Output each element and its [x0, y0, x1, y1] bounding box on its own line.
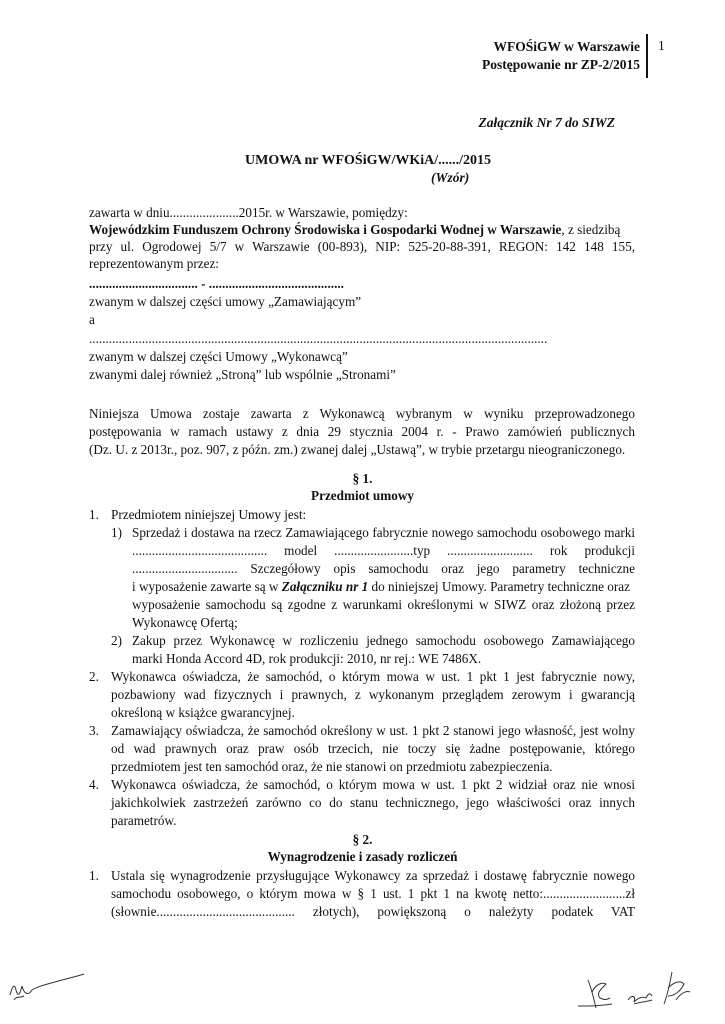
intro-line: zwanym w dalszej części umowy „Zamawiającym” [89, 294, 362, 309]
list-number: 2) [111, 633, 122, 648]
intro-line: ................................. - ......................................... [89, 276, 344, 291]
list-number: 2. [89, 669, 99, 684]
intro-line: a [89, 312, 95, 327]
intro-line: ........................................................................................................................................... [89, 331, 548, 346]
page-subtitle: (Wzór) [431, 170, 470, 185]
intro-line: zwanymi dalej również „Stroną” lub wspólnie „Stronami” [89, 367, 396, 382]
attachment-label: Załącznik Nr 7 do SIWZ [478, 115, 615, 130]
intro-line: zwanym w dalszej części Umowy „Wykonawcą” [89, 349, 348, 364]
list-number: 4. [89, 777, 99, 792]
list-number: 1. [89, 868, 99, 883]
attachment-reference: Załączniku nr 1 [281, 579, 369, 594]
list-number: 3. [89, 723, 99, 738]
section-2-heading: Wynagrodzenie i zasady rozliczeń [267, 849, 458, 864]
header-procedure: Postępowanie nr ZP-2/2015 [482, 57, 640, 72]
handwritten-initials [0, 960, 725, 1024]
intro-line: zawarta w dniu.....................2015r. w Warszawie, pomiędzy: [89, 205, 408, 220]
list-item: Przedmiotem niniejszej Umowy jest: [111, 507, 307, 522]
intro-line: przy ul. Ogrodowej 5/7 w Warszawie (00-893), NIP: 525-20-88-391, REGON: 142 148 155, [89, 239, 635, 254]
list-number: 1. [89, 507, 99, 522]
list-number: 1) [111, 525, 122, 540]
document-header [482, 38, 640, 74]
section-2-sign: § 2. [352, 832, 373, 847]
section-1-sign: § 1. [352, 471, 373, 486]
header-divider [646, 34, 648, 78]
section-1-heading: Przedmiot umowy [311, 488, 414, 503]
page-number: 1 [658, 38, 665, 53]
page-title: UMOWA nr WFOŚiGW/WKiA/....../2015 [245, 153, 492, 168]
intro-line: Wojewódzkim Funduszem Ochrony Środowiska i Gospodarki Wodnej w Warszawie, z siedzibą [89, 222, 621, 237]
intro-line: reprezentowanym przez: [89, 256, 219, 271]
client-name: Wojewódzkim Funduszem Ochrony Środowiska i Gospodarki Wodnej w Warszawie [89, 222, 562, 237]
header-org: WFOŚiGW w Warszawie [493, 39, 640, 54]
